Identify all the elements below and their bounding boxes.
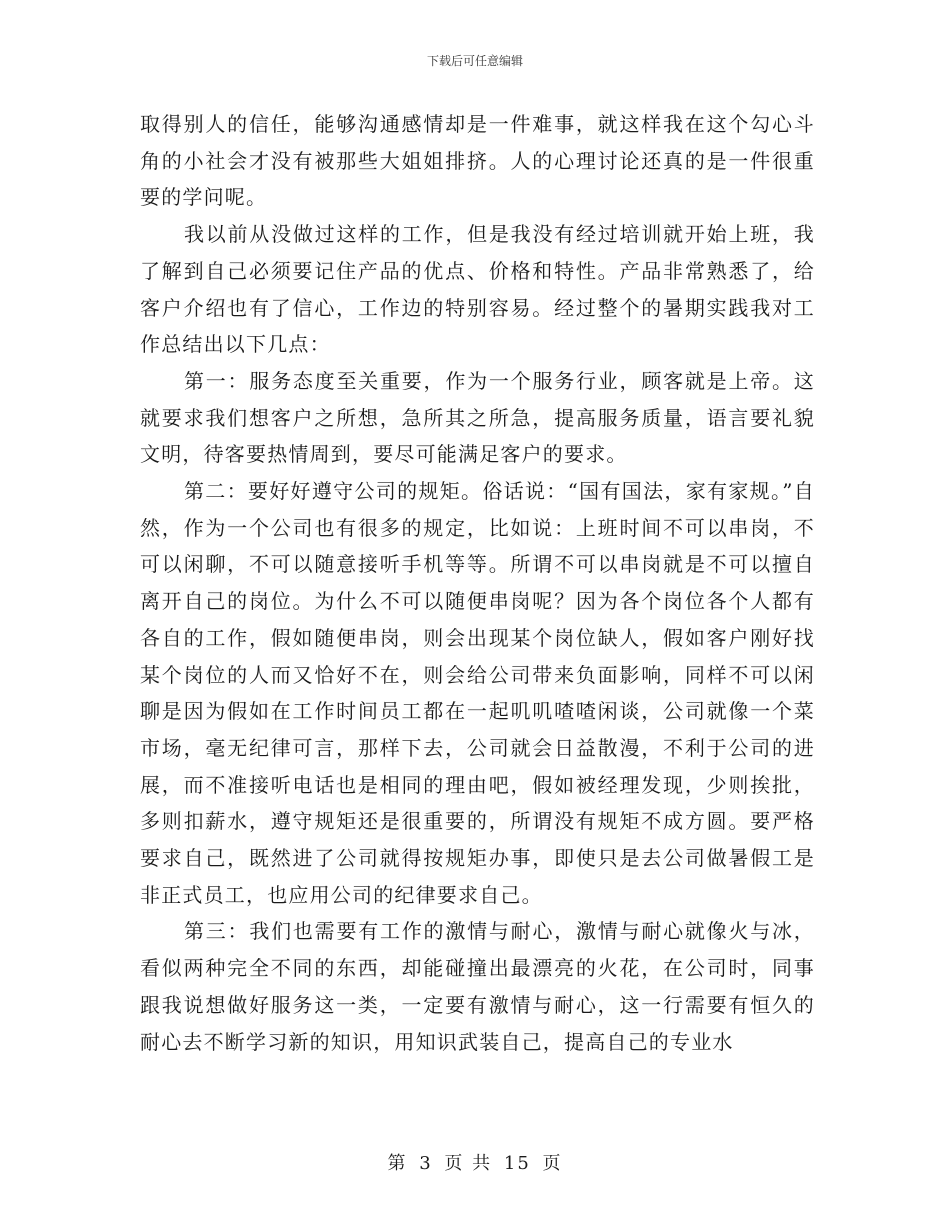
paragraph-5: 第三：我们也需要有工作的激情与耐心，激情与耐心就像火与冰，看似两种完全不同的东西，却能碰撞出最漂亮的火花，在公司时，同事跟我说想做好服务这一类，一定要有激情与耐心，这一行需要有恒久的耐心去不断学习新的知识，用知识武装自己，提高自己的专业水: [140, 919, 815, 1054]
footer-prefix: 第: [387, 1153, 408, 1174]
document-body: [140, 106, 815, 1060]
footer-total-pages: 15: [503, 1153, 531, 1174]
paragraph-2: 我以前从没做过这样的工作，但是我没有经过培训就开始上班，我了解到自己必须要记住产品的优点、价格和特性。产品非常熟悉了，给客户介绍也有了信心，工作边的特别容易。经过整个的暑期实践我对工作总结出以下几点：: [140, 222, 815, 357]
page-footer: [0, 1153, 950, 1175]
paragraph-4: 第二：要好好遵守公司的规矩。俗话说：“国有国法，家有家规。”自然，作为一个公司也有很多的规定，比如说：上班时间不可以串岗，不可以闲聊，不可以随意接听手机等等。所谓不可以串岗就是不可以擅自离开自己的岗位。为什么不可以随便串岗呢？因为各个岗位各个人都有各自的工作，假如随便串岗，则会出现某个岗位缺人，假如客户刚好找某个岗位的人而又恰好不在，则会给公司带来负面影响，同样不可以闲聊是因为假如在工作时间员工都在一起叽叽喳喳闲谈，公司就像一个菜市场，毫无纪律可言，那样下去，公司就会日益散漫，不利于公司的进展，而不准接听电话也是相同的理由吧，假如被经理发现，少则挨批，多则扣薪水，遵守规矩还是很重要的，所谓没有规矩不成方圆。要严格要求自己，既然进了公司就得按规矩办事，即使只是去公司做暑假工是非正式员工，也应用公司的纪律要求自己。: [140, 479, 815, 907]
paragraph-1: 取得别人的信任，能够沟通感情却是一件难事，就这样我在这个勾心斗角的小社会才没有被那些大姐姐排挤。人的心理讨论还真的是一件很重要的学问呢。: [140, 112, 815, 210]
footer-page-number: 3: [419, 1153, 433, 1174]
footer-middle: 页 共: [444, 1153, 493, 1174]
page-header: 下载后可任意编辑: [426, 54, 523, 68]
paragraph-3: 第一：服务态度至关重要，作为一个服务行业，顾客就是上帝。这就要求我们想客户之所想，急所其之所急，提高服务质量，语言要礼貌文明，待客要热情周到，要尽可能满足客户的要求。: [140, 368, 815, 467]
footer-suffix: 页: [542, 1153, 563, 1174]
